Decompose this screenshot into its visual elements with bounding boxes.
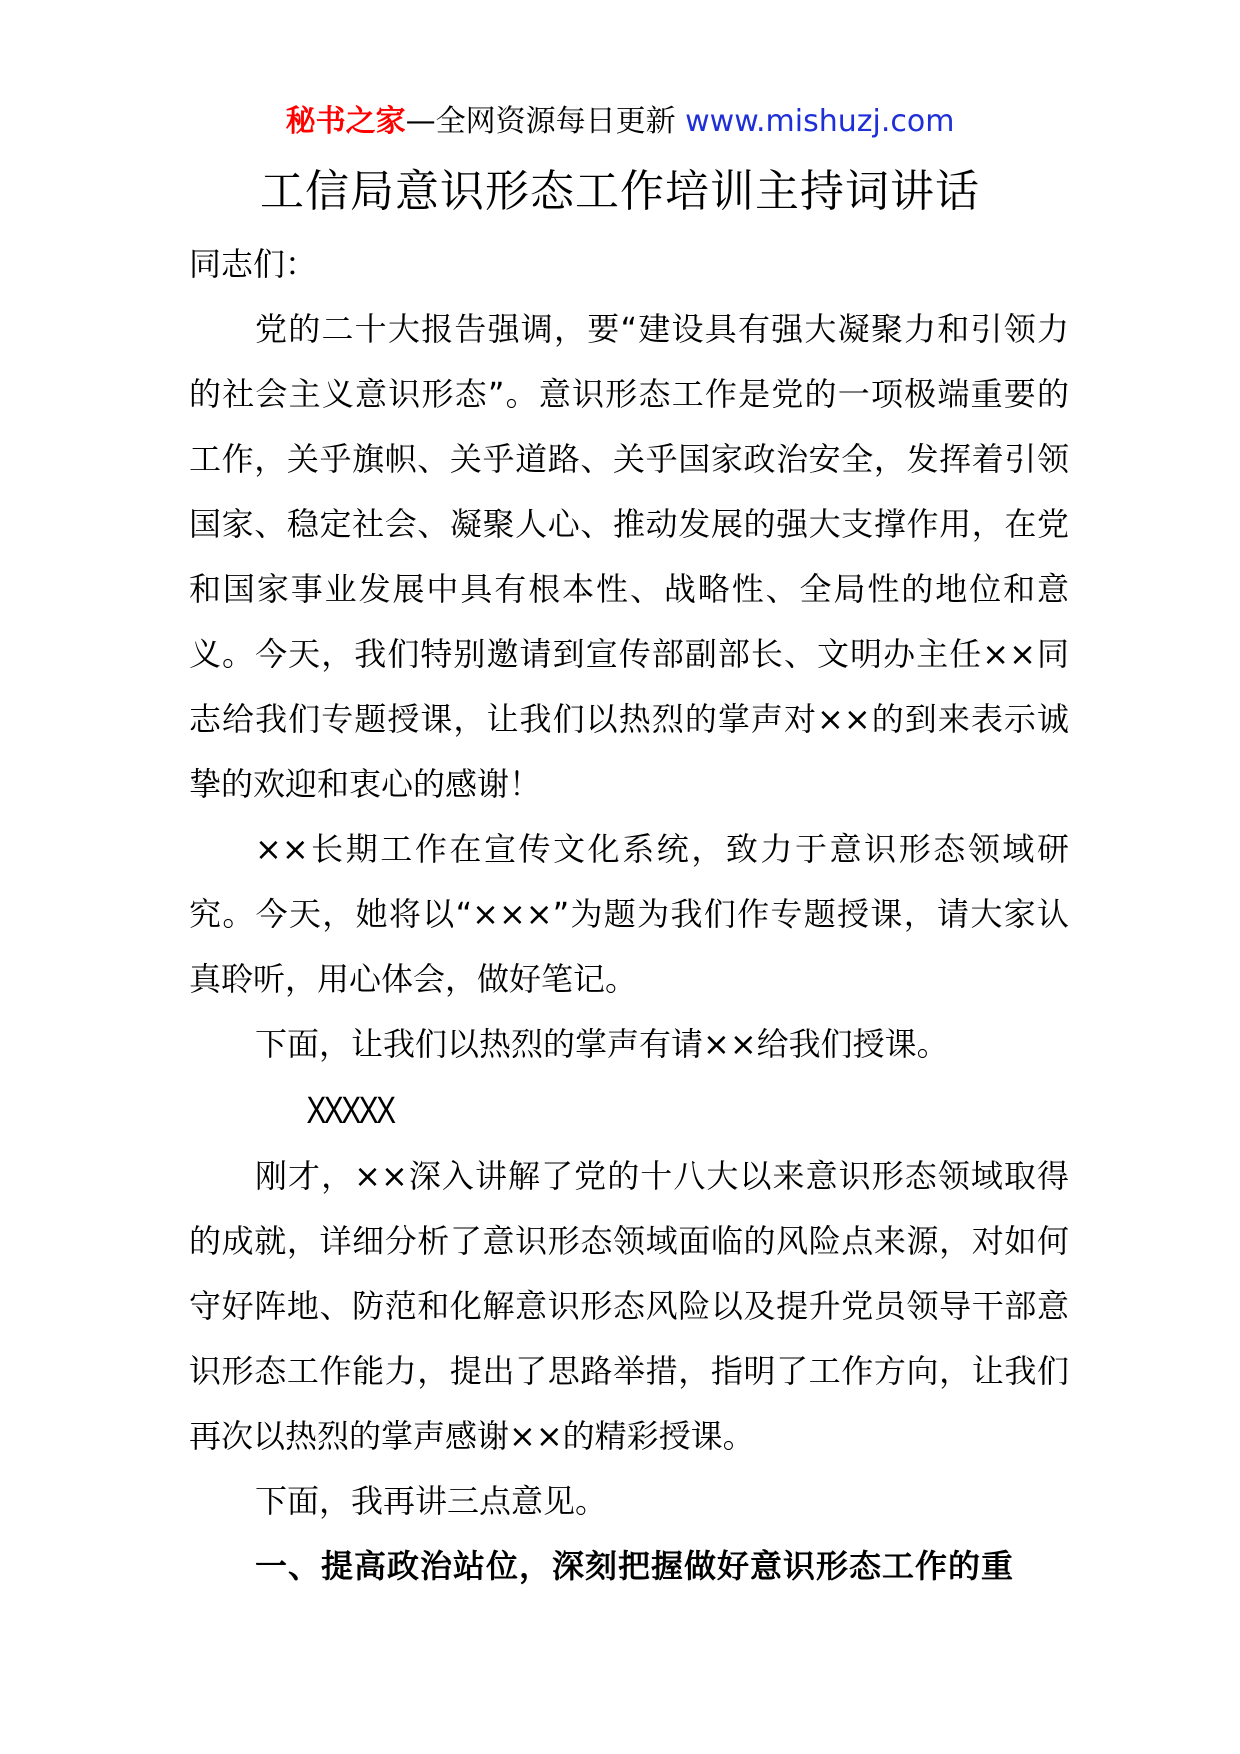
salutation: 同志们： [189,245,318,283]
paragraph-5: 下面，我再讲三点意见。 [255,1481,608,1520]
paragraph-3: 下面，让我们以热烈的掌声有请××给我们授课。 [255,1025,949,1063]
document-title: 工信局意识形态工作培训主持词讲话 [260,166,980,217]
site-header [0,102,1240,142]
paragraph-2: ××长期工作在宣传文化系统，致力于意识形态领域研究。今天，她将以“×××”为题为我们作专题授课，请大家认真聆听，用心体会，做好笔记。 [189,830,1069,998]
section-heading-1: 一、提高政治站位，深刻把握做好意识形态工作的重 [255,1546,1015,1585]
placeholder-line [189,1077,1069,1144]
paragraph-1: 党的二十大报告强调，要“建设具有强大凝聚力和引领力的社会主义意识形态”。意识形态工作是党的一项极端重要的工作，关乎旗帜、关乎道路、关乎国家政治安全，发挥着引领国家、稳定社会、凝聚人心、推动发展的强大支撑作用，在党和国家事业发展中具有根本性、战略性、全局性的地位和意义。今天，我们特别邀请到宣传部副部长、文明办主任××同志给我们专题授课，让我们以热烈的掌声对××的到来表示诚挚的欢迎和衷心的感谢！ [189,310,1069,803]
speaker-placeholder: XXXXX [306,1089,394,1132]
paragraph-4: 刚才，××深入讲解了党的十八大以来意识形态领域取得的成就，详细分析了意识形态领域面临的风险点来源，对如何守好阵地、防范和化解意识形态风险以及提升党员领导干部意识形态工作能力，提出了思路举措，指明了工作方向，让我们再次以热烈的掌声感谢××的精彩授课。 [189,1156,1069,1455]
document-body [189,232,1069,1599]
brand-name: 秘书之家 [285,104,406,139]
site-url-link[interactable]: www.mishuzj.com [685,104,955,139]
header-tagline: —全网资源每日更新 [405,104,686,139]
